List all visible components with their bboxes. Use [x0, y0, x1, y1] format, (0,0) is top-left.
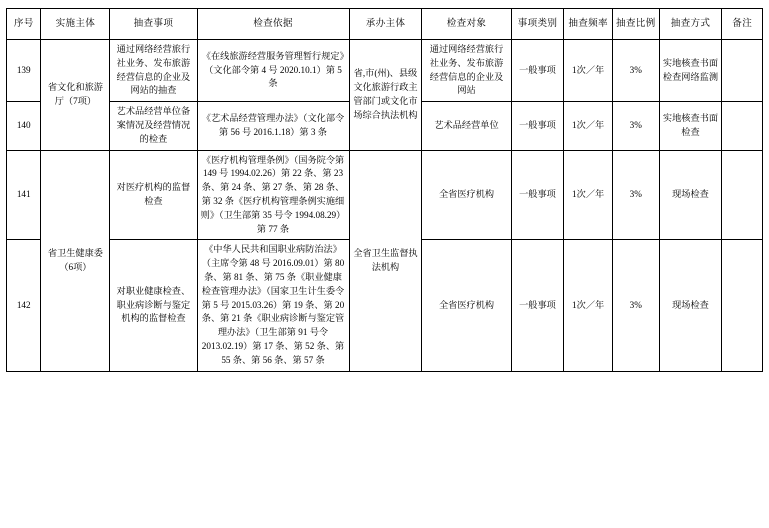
- cell-item-category: 一般事项: [511, 240, 564, 371]
- cell-method: 实地核查书面检查网络监测: [659, 40, 722, 102]
- column-header-implementing-body: 实施主体: [41, 9, 110, 40]
- cell-legal-basis: 《在线旅游经营服务管理暂行规定》（文化部令第 4 号 2020.10.1）第 5 条: [197, 40, 349, 102]
- table-row: [7, 40, 763, 102]
- cell-inspection-object: 全省医疗机构: [422, 240, 511, 371]
- cell-seq: 140: [7, 102, 41, 150]
- column-header-ratio: 抽查比例: [612, 9, 659, 40]
- table-header-row: [7, 9, 763, 40]
- column-header-method: 抽查方式: [659, 9, 722, 40]
- cell-legal-basis: 《中华人民共和国职业病防治法》（主席令第 48 号 2016.09.01）第 80 条、第 81 条、第 75 条《职业健康检查管理办法》（国家卫生计生委令第 5 号 2015.03.26）第 19 条、第 20 条、第 21 条《职业病诊断与鉴定管理办法》（卫生部第 91 号令 2013.02.19）第 17 条、第 52 条、第 55 条、第 56 条、第 57 条: [197, 240, 349, 371]
- cell-note: [722, 150, 763, 240]
- cell-inspection-item: 对医疗机构的监督检查: [110, 150, 197, 240]
- cell-item-category: 一般事项: [511, 150, 564, 240]
- column-header-item-category: 事项类别: [511, 9, 564, 40]
- inspection-items-table: [6, 8, 763, 372]
- column-header-organizer: 承办主体: [349, 9, 422, 40]
- cell-seq: 141: [7, 150, 41, 240]
- cell-inspection-item: 对职业健康检查、职业病诊断与鉴定机构的监督检查: [110, 240, 197, 371]
- cell-inspection-object: 通过网络经营旅行社业务、发布旅游经营信息的企业及网站: [422, 40, 511, 102]
- cell-method: 现场检查: [659, 240, 722, 371]
- cell-ratio: 3%: [612, 150, 659, 240]
- column-header-inspection-item: 抽查事项: [110, 9, 197, 40]
- column-header-note: 备注: [722, 9, 763, 40]
- cell-seq: 142: [7, 240, 41, 371]
- column-header-inspection-object: 检查对象: [422, 9, 511, 40]
- cell-implementing-body: 省文化和旅游厅（7项）: [41, 40, 110, 151]
- cell-ratio: 3%: [612, 40, 659, 102]
- cell-item-category: 一般事项: [511, 40, 564, 102]
- cell-frequency: 1次／年: [564, 102, 613, 150]
- cell-frequency: 1次／年: [564, 40, 613, 102]
- cell-legal-basis: 《医疗机构管理条例》（国务院令第 149 号 1994.02.26）第 22 条、第 23 条、第 24 条、第 27 条、第 28 条、第 32 条《医疗机构管理条例实施细则》（卫生部第 35 号令 1994.08.29）第 77 条: [197, 150, 349, 240]
- cell-method: 实地核查书面检查: [659, 102, 722, 150]
- cell-inspection-object: 全省医疗机构: [422, 150, 511, 240]
- cell-frequency: 1次／年: [564, 240, 613, 371]
- column-header-legal-basis: 检查依据: [197, 9, 349, 40]
- cell-inspection-object: 艺术品经营单位: [422, 102, 511, 150]
- cell-seq: 139: [7, 40, 41, 102]
- cell-inspection-item: 通过网络经营旅行社业务、发布旅游经营信息的企业及网站的抽查: [110, 40, 197, 102]
- column-header-frequency: 抽查频率: [564, 9, 613, 40]
- cell-note: [722, 102, 763, 150]
- cell-frequency: 1次／年: [564, 150, 613, 240]
- cell-organizer: 省,市(州)、县级文化旅游行政主管部门或文化市场综合执法机构: [349, 40, 422, 151]
- cell-legal-basis: 《艺术品经营管理办法》（文化部令第 56 号 2016.1.18）第 3 条: [197, 102, 349, 150]
- table-row: [7, 150, 763, 240]
- cell-implementing-body: 省卫生健康委（6项）: [41, 150, 110, 371]
- cell-note: [722, 40, 763, 102]
- cell-method: 现场检查: [659, 150, 722, 240]
- cell-item-category: 一般事项: [511, 102, 564, 150]
- column-header-seq: 序号: [7, 9, 41, 40]
- cell-inspection-item: 艺术品经营单位备案情况及经营情况的检查: [110, 102, 197, 150]
- cell-ratio: 3%: [612, 240, 659, 371]
- cell-organizer: 全省卫生监督执法机构: [349, 150, 422, 371]
- cell-note: [722, 240, 763, 371]
- cell-ratio: 3%: [612, 102, 659, 150]
